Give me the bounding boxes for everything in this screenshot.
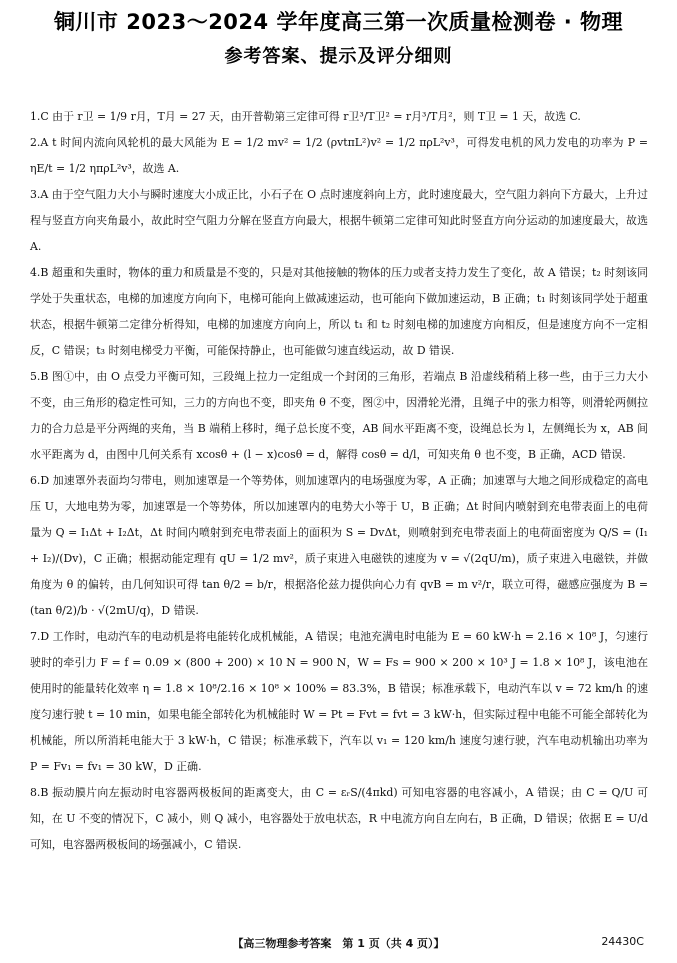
answer-item-1: 1.C 由于 r卫 = 1/9 r月，T月 = 27 天，由开普勒第三定律可得 r卫³/T卫² = r月³/T月²，则 T卫 = 1 天，故选 C. <box>30 110 581 123</box>
answer-item-8: 8.B 振动膜片向左振动时电容器两极板间的距离变大，由 C = εᵣS/(4πkd) 可知电容器的电容减小，A 错误；由 C = Q/U 可知，在 U 不变的情况下，C 减小，则 Q 减小，电容器处于放电状态，R 中电流方向自左向右，B 正确，D 错误；依据 E = U/d 可知，电容器两极板间的场强减小，C 错误. <box>30 786 648 851</box>
page-subtitle: 参考答案、提示及评分细则 <box>224 46 453 67</box>
answer-list <box>30 104 648 858</box>
answer-item-5: 5.B 图①中，由 O 点受力平衡可知，三段绳上拉力一定组成一个封闭的三角形，若端点 B 沿虚线稍稍上移一些，由于三力大小不变，由三角形的稳定性可知，三力的方向也不变，即夹角 θ 不变，图②中，因滑轮光滑，且绳子中的张力相等，则滑轮两侧拉力的合力总是平分两绳的夹角，当 B 端稍上移时，绳子总长度不变，AB 间水平距离不变，设绳总长为 l，左侧绳长为 x，AB 间水平距离为 d，由图中几何关系有 xcosθ + (l − x)cosθ = d，解得 cosθ = d/l，可知夹角 θ 也不变，B 正确，ACD 错误. <box>30 370 648 461</box>
footer-exam-code: 24430C <box>601 935 644 948</box>
answer-item-3: 3.A 由于空气阻力大小与瞬时速度大小成正比，小石子在 O 点时速度斜向上方，此时速度最大，空气阻力斜向下方最大，上升过程与竖直方向夹角最小，故此时空气阻力分解在竖直方向最大，根据牛顿第二定律可知此时竖直方向分运动的加速度最大，故选 A. <box>30 188 648 253</box>
answer-item-6: 6.D 加速罩外表面均匀带电，则加速罩是一个等势体，则加速罩内的电场强度为零，A 正确；加速罩与大地之间形成稳定的高电压 U，大地电势为零，加速罩是一个等势体，所以加速罩内的电势大小等于 U，B 正确；Δt 时间内喷射到充电带表面上的电荷量为 Q = I₁Δt + I₂Δt，Δt 时间内喷射到充电带表面上的面积为 S = DvΔt，则喷射到充电带表面上的电荷面密度为 Q/S = (I₁ + I₂)/(Dv)，C 正确；根据动能定理有 qU = 1/2 mv²，质子束进入电磁铁的速度为 v = √(2qU/m)，质子束进入电磁铁，并做角度为 θ 的偏转，由几何知识可得 tan θ/2 = b/r，根据洛伦兹力提供向心力有 qvB = m v²/r，联立可得，磁感应强度为 B = (tan θ/2)/b · √(2mU/q)，D 错误. <box>30 474 648 617</box>
answer-item-4: 4.B 超重和失重时，物体的重力和质量是不变的，只是对其他接触的物体的压力或者支持力发生了变化，故 A 错误；t₂ 时刻该同学处于失重状态，电梯的加速度方向向下，电梯可能向上做减速运动，也可能向下做加速运动，B 正确；t₁ 时刻该同学处于超重状态，根据牛顿第二定律分析得知，电梯的加速度方向向上，所以 t₁ 和 t₂ 时刻电梯的加速度方向相反，但是速度方向不一定相反，C 错误；t₃ 时刻电梯受力平衡，可能保持静止，也可能做匀速直线运动，故 D 错误. <box>30 266 648 357</box>
answer-item-2: 2.A t 时间内流向风轮机的最大风能为 E = 1/2 mv² = 1/2 (ρvtπL²)v² = 1/2 πρL²v³，可得发电机的风力发电的功率为 P = ηE/t = 1/2 ηπρL²v³，故选 A. <box>30 136 648 175</box>
page-title: 铜川市 2023～2024 学年度高三第一次质量检测卷 · 物理 <box>53 10 624 34</box>
page-footer <box>0 935 677 953</box>
footer-page-label: 【高三物理参考答案 第 1 页（共 4 页）】 <box>232 937 445 950</box>
answer-item-7: 7.D 工作时，电动汽车的电动机是将电能转化成机械能，A 错误；电池充满电时电能为 E = 60 kW·h = 2.16 × 10⁸ J，匀速行驶时的牵引力 F = f = 0.09 × (800 + 200) × 10 N = 900 N，W = Fs = 900 × 200 × 10³ J = 1.8 × 10⁸ J，该电池在使用时的能量转化效率 η = 1.8 × 10⁸/2.16 × 10⁸ × 100% = 83.3%，B 错误；标准承载下，电动汽车以 v = 72 km/h 的速度匀速行驶 t = 10 min，如果电能全部转化为机械能时 W = Pt = Fvt = fvt = 3 kW·h，但实际过程中电能不可能全部转化为机械能，所以所消耗电能大于 3 kW·h，C 错误；标准承载下，汽车以 v₁ = 120 km/h 速度匀速行驶，汽车电动机输出功率为 P = Fv₁ = fv₁ = 30 kW，D 正确. <box>30 630 648 773</box>
